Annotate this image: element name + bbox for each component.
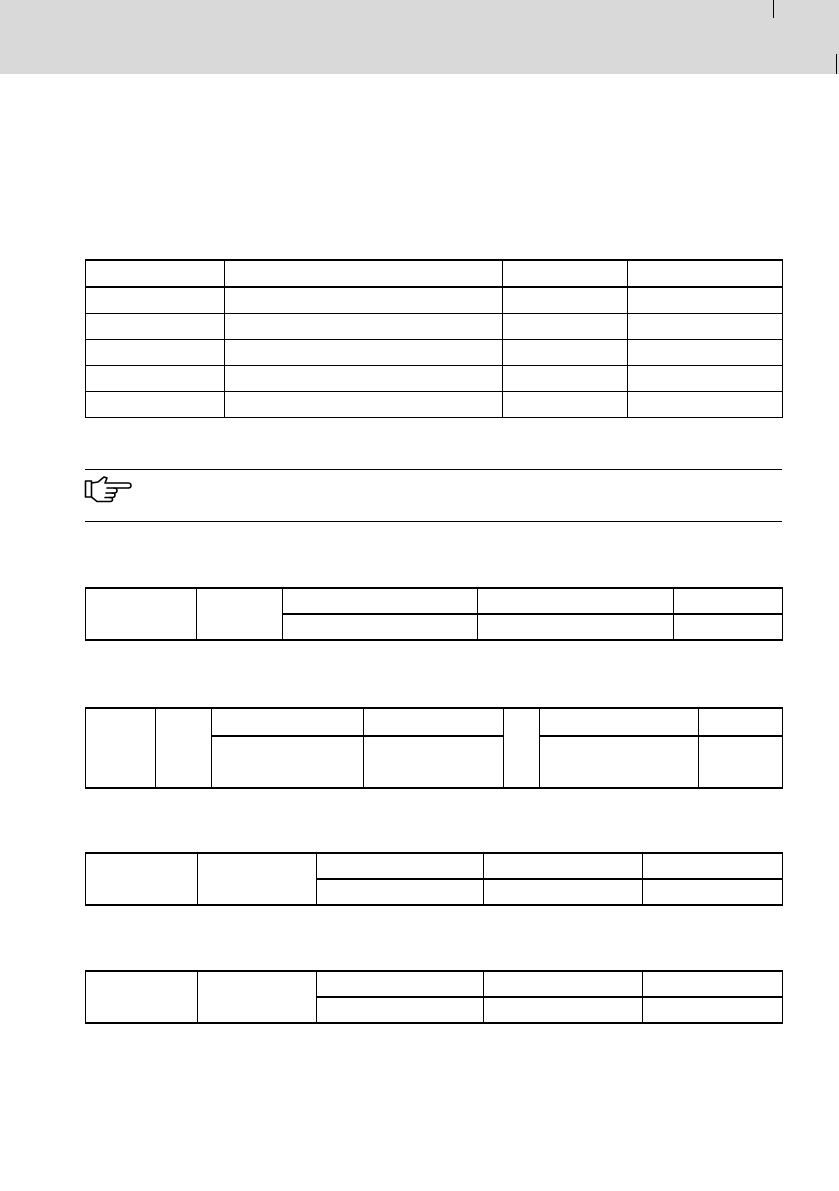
table-cell — [484, 853, 643, 879]
table-cell — [478, 614, 674, 640]
table-cell — [643, 853, 783, 879]
table-cell — [86, 365, 225, 391]
header-cell — [503, 260, 628, 287]
table-cell — [628, 391, 783, 417]
table-row — [86, 853, 783, 879]
header-cell — [225, 260, 503, 287]
table-cell — [317, 997, 484, 1023]
table-cell — [503, 365, 628, 391]
table-cell — [674, 614, 783, 640]
table-cell — [503, 339, 628, 365]
page-header-band — [0, 0, 839, 74]
pointing-hand-icon — [84, 472, 132, 504]
table-cell — [283, 588, 478, 614]
table-row — [86, 588, 783, 614]
table-cell — [317, 853, 484, 879]
table-cell — [643, 997, 783, 1023]
table-cell — [674, 588, 783, 614]
table-cell — [478, 588, 674, 614]
note-rule-bottom — [85, 521, 782, 522]
table-cell — [628, 313, 783, 339]
table-cell — [86, 313, 225, 339]
parameter-table — [85, 852, 783, 906]
table-cell — [484, 997, 643, 1023]
table-cell — [643, 971, 783, 997]
side-rule — [836, 54, 837, 74]
parameter-cell — [86, 853, 198, 905]
table-cell — [628, 339, 783, 365]
table-cell — [628, 287, 783, 313]
table-row — [86, 287, 783, 313]
table-cell — [503, 287, 628, 313]
table-cell — [503, 391, 628, 417]
table-row — [86, 708, 783, 736]
parameter-cell — [86, 708, 156, 788]
table-cell — [212, 736, 364, 788]
parameter-cell — [156, 708, 212, 788]
table-cell — [225, 339, 503, 365]
table-cell — [643, 879, 783, 905]
parameter-cell — [198, 853, 317, 905]
table-cell — [628, 365, 783, 391]
main-table — [85, 259, 783, 418]
table-cell — [225, 365, 503, 391]
table-cell — [86, 287, 225, 313]
table-row — [86, 365, 783, 391]
parameter-cell — [86, 588, 197, 640]
table-cell — [225, 287, 503, 313]
table-cell — [317, 879, 484, 905]
table-cell — [540, 736, 699, 788]
parameter-cell — [197, 588, 283, 640]
table-row — [86, 339, 783, 365]
parameter-cell — [86, 971, 198, 1023]
table-cell — [484, 971, 643, 997]
table-cell — [225, 391, 503, 417]
header-cell — [628, 260, 783, 287]
spacer-cell — [504, 708, 540, 788]
table-cell — [283, 614, 478, 640]
parameter-table — [85, 587, 783, 641]
table-cell — [364, 708, 504, 736]
table-row — [86, 313, 783, 339]
table-cell — [225, 313, 503, 339]
header-cell — [86, 260, 225, 287]
table-cell — [484, 879, 643, 905]
parameter-table — [85, 707, 783, 789]
table-cell — [212, 708, 364, 736]
table-cell — [540, 708, 699, 736]
table-cell — [317, 971, 484, 997]
table-cell — [86, 339, 225, 365]
note-rule-top — [85, 469, 782, 470]
table-row — [86, 391, 783, 417]
table-header-row — [86, 260, 783, 287]
table-cell — [503, 313, 628, 339]
parameter-cell — [198, 971, 317, 1023]
header-rule — [773, 0, 774, 18]
table-row — [86, 971, 783, 997]
parameter-table — [85, 970, 783, 1024]
table-cell — [699, 736, 783, 788]
table-cell — [699, 708, 783, 736]
table-cell — [86, 391, 225, 417]
table-cell — [364, 736, 504, 788]
